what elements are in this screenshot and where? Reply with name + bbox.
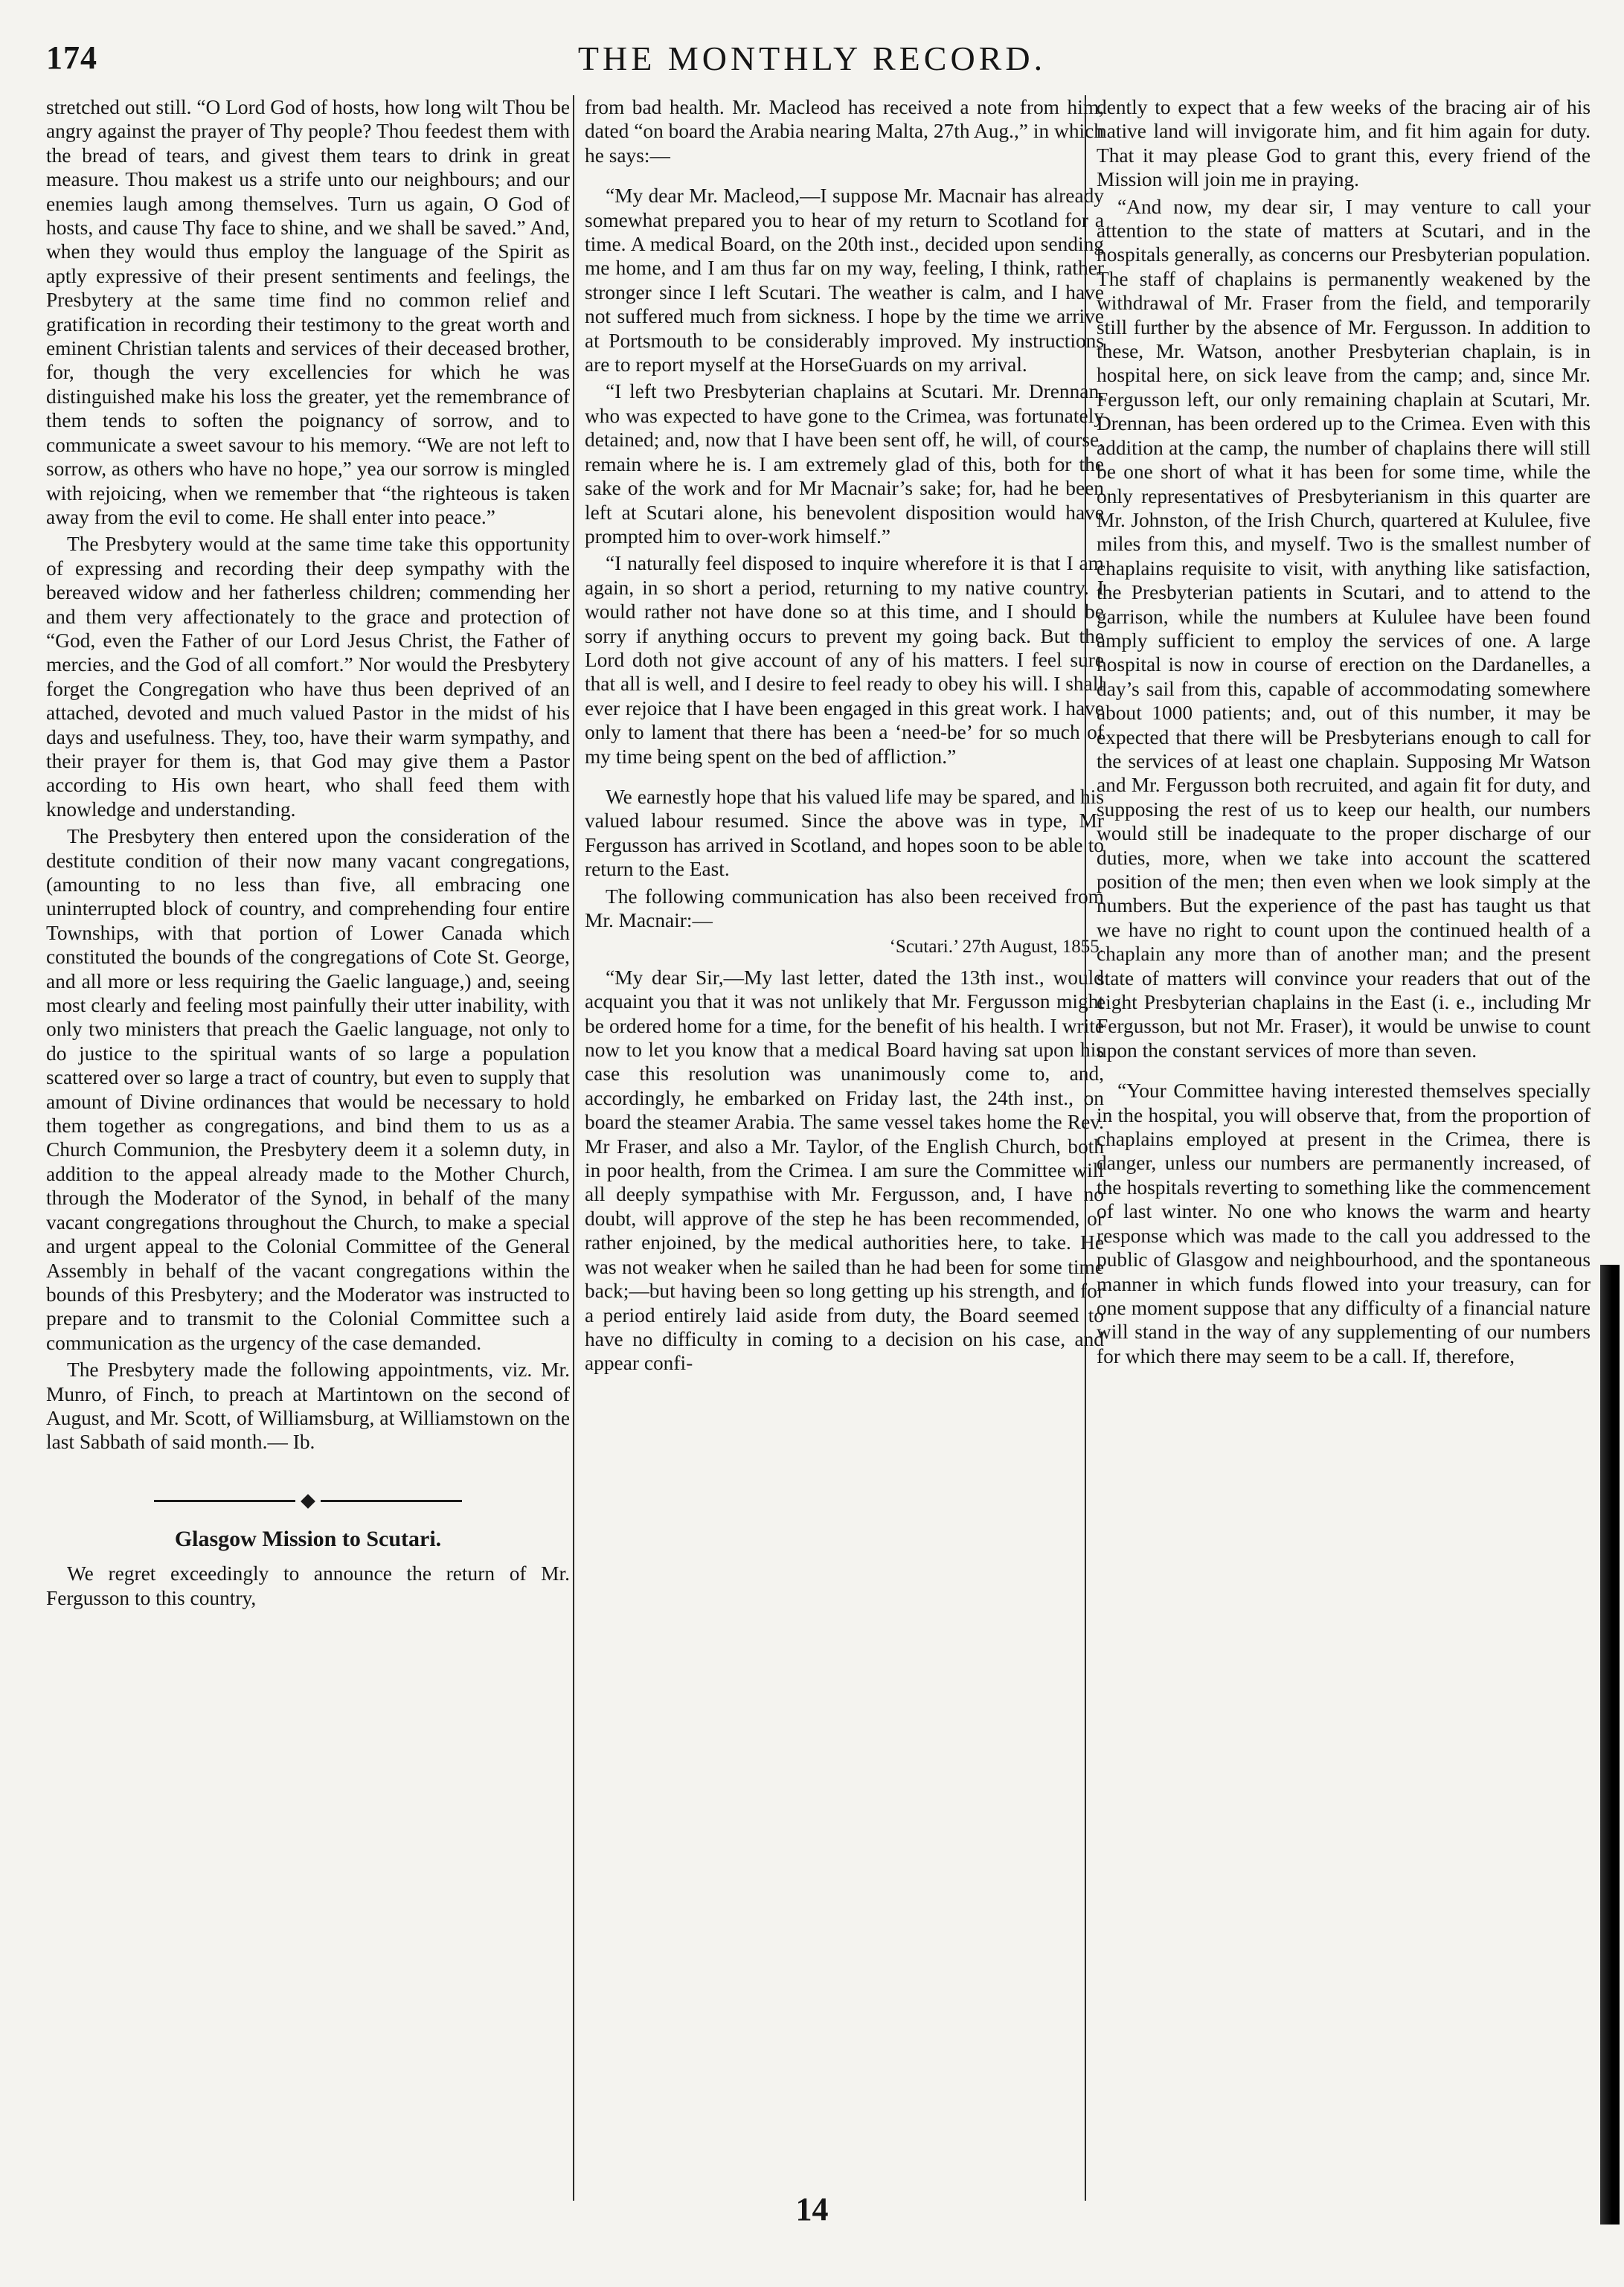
paragraph: The Presbytery then entered upon the consideration of the destitute condition of their now many vacant congregations, (amounting to no less than five, all embracing one uninterrupted block of country, and comprehending four entire Townships, with that portion of Lower Canada which constituted the bounds of the congregations of Cote St. George, and all more or less requiring the Gaelic language,) and, seeing most clearly and feeling most painfully their utter inability, with only two ministers that preach the Gaelic language, not only to do justice to the spiritual wants of so large a population scattered over so large a tract of country, but even to supply that amount of Divine ordinances that would be necessary to hold them together as congregations, and bind them to us as a Church Communion, the Presbytery deem it a solemn duty, in addition to the appeal already made to the Mother Church, through the Moderator of the Synod, in behalf of the many vacant congregations throughout the Church, to make a special and urgent appeal to the Colonial Committee of the General Assembly in behalf of the vacant congregations within the bounds of this Presbytery; and the Moderator was instructed to prepare and to transmit to the Colonial Committee such a communication as the urgency of the case demanded. [46, 825, 570, 1354]
ornament-diamond [301, 1494, 315, 1509]
letter-paragraph: “My dear Sir,—My last letter, dated the 13th inst., would acquaint you that it was not unlikely that Mr. Fergusson might be ordered home for a time, for the benefit of his health. I write now to let you know that a medical Board having sat upon his case this resolution was unanimously come to, and, accordingly, he embarked on Friday last, the 24th inst., on board the steamer Arabia. The same vessel takes home the Rev. Mr Fraser, and also a Mr. Taylor, of the English Church, both in poor health, from the Crimea. I am sure the Committee will all deeply sympathise with Mr. Fergusson, and, I have no doubt, will approve of the step he has been recommended, or rather enjoined, by the medical authorities here, to take. He was not weaker when he sailed than he had been for some time back;—but having been so long getting up his strength, and for a period entirely laid aside from duty, the Board seemed to have no difficulty in coming to a decision on his case, and appear confi- [585, 966, 1104, 1375]
paragraph: The Presbytery made the following appointments, viz. Mr. Munro, of Finch, to preach at Martintown on the second of August, and Mr. Scott, of Williamsburg, at Williamstown on the last Sabbath of said month.— Ib. [46, 1359, 570, 1454]
ornamental-rule [46, 1495, 570, 1508]
column-3 [1097, 95, 1591, 2201]
letter-paragraph: “I left two Presbyterian chaplains at Scutari. Mr. Drennan, who was expected to have gone to the Crimea, was fortunately detained; and, now that I have been sent off, he will, of course, remain where he is. I am extremely glad of this, both for the sake of the work and for Mr Macnair’s sake; for, had he been left at Scutari alone, his benevolent disposition would have prompted him to over-work himself.” [585, 380, 1104, 548]
letter-paragraph: “Your Committee having interested themselves specially in the hospital, you will observe that, from the proportion of chaplains employed at present in the Crimea, there is danger, unless our numbers are permanently increased, of the hospitals reverting to something like the commencement of last winter. No one who knows the warm and hearty response which was made to the call you addressed to the public of Glasgow and neighbourhood, and the spontaneous manner in which funds flowed into your treasury, can for one moment suppose that any difficulty of a financial nature will stand in the way of any supplementing of our numbers for which there may seem to be a call. If, therefore, [1097, 1080, 1591, 1367]
ornament-line [154, 1500, 295, 1502]
text-columns [33, 95, 1595, 2201]
page-number: 174 [46, 39, 97, 76]
dateline: ‘Scutari.’ 27th August, 1855. [889, 937, 1104, 958]
letter-paragraph: “My dear Mr. Macleod,—I suppose Mr. Macnair has already somewhat prepared you to hear of my return to Scotland for a time. A medical Board, on the 20th inst., decided upon sending me home, and I am thus far on my way, feeling, I think, rather stronger since I left Scutari. The weather is calm, and I have not suffered much from sickness. I hope by the time we arrive at Portsmouth to be considerably improved. My instructions are to report myself at the HorseGuards on my arrival. [585, 185, 1104, 376]
ornament-line [321, 1500, 462, 1502]
paragraph: from bad health. Mr. Macleod has received a note from him, dated “on board the Arabia nearing Malta, 27th Aug.,” in which he says:— [585, 96, 1104, 167]
signature-mark: 14 [795, 2191, 829, 2227]
letter-paragraph: “I naturally feel disposed to inquire wherefore it is that I am again, in so short a period, returning to my native country. I would rather not have done so at this time, and I should be sorry if anything occurs to prevent my going back. But the Lord doth not give account of any of his matters. I feel sure that all is well, and I desire to feel ready to obey his will. I shall ever rejoice that I have been engaged in this great work. I have only to lament that there has been a ‘need-be’ for so much of my time being spent on the bed of affliction.” [585, 552, 1104, 768]
paragraph: dently to expect that a few weeks of the bracing air of his native land will invigorate him, and fit him again for duty. That it may please God to grant this, every friend of the Mission will join me in praying. [1097, 96, 1591, 191]
running-title: THE MONTHLY RECORD. [577, 39, 1047, 77]
paragraph: The following communication has also been received from Mr. Macnair:— [585, 885, 1104, 931]
section-heading: Glasgow Mission to Scutari. [174, 1526, 442, 1551]
paragraph: stretched out still. “O Lord God of hosts, how long wilt Thou be angry against the prayer of Thy people? Thou feedest them with the bread of tears, and givest them tears to drink in great measure. Thou makest us a strife unto our neighbours; and our enemies laugh among themselves. Turn us again, O God of hosts, and cause Thy face to shine, and we shall be saved.” And, when they would thus employ the language of the Spirit as aptly expressive of their present sentiments and feelings, the Presbytery at the same time find no common relief and gratification in recording their testimony to the great worth and eminent Christian talents and services of their deceased brother, for, though the very excellencies for which he was distinguished make his loss the greater, yet the remembrance of them tends to soften the poignancy of sorrow, and to communicate a sweet savour to his memory. “We are not left to sorrow, as others who have no hope,” yea our sorrow is mingled with rejoicing, when we remember that “the righteous is taken away from the evil to come. He shall enter into peace.” [46, 96, 570, 528]
paragraph: We regret exceedingly to announce the return of Mr. Fergusson to this country, [46, 1562, 570, 1609]
letter-paragraph: “And now, my dear sir, I may venture to call your attention to the state of matters at Scutari, and in the hospitals generally, as concerns our Presbyterian population. The staff of chaplains is permanently weakened by the withdrawal of Mr. Fraser from the field, and temporarily still further by the absence of Mr. Fergusson. In addition to these, Mr. Watson, another Presbyterian chaplain, is in hospital here, on sick leave from the camp; and, since Mr. Fergusson left, our only remaining chaplain at Scutari, Mr. Drennan, has been ordered up to the Crimea. Even with this addition at the camp, the number of chaplains there will still be one short of what it has been for some time, while the only representatives of Presbyterianism in this quarter are Mr. Johnston, of the Irish Church, quartered at Kululee, five miles from this, and myself. Two is the smallest number of chaplains requisite to visit, with anything like satisfaction, the Presbyterian patients in Scutari, and to attend to the garrison, while the numbers at Kululee have been found amply sufficient to employ the services of one. A large hospital is now in course of erection on the Dardanelles, a day’s sail from this, capable of accommodating somewhere about 1000 patients; and, out of this number, it may be expected that there will be Presbyterians enough to call for the services of at least one chaplain. Supposing Mr Watson and Mr. Fergusson both recruited, and again fit for duty, and supposing the rest of us to keep our health, our numbers would still be inadequate to the proper discharge of our duties, more, when we take into account the scattered position of the men; then even when we look simply at the numbers. But the experience of the past has taught us that we have no right to count upon the continued health of a chaplain any more than of another man; and the present state of matters will convince your readers that out of the eight Presbyterian chaplains in the East (i. e., including Mr Fergusson, but not Mr. Fraser), it would be unwise to count upon the constant services of more than seven. [1097, 195, 1591, 1062]
scan-edge-shadow [1600, 1265, 1620, 2225]
paragraph: The Presbytery would at the same time take this opportunity of expressing and recording their deep sympathy with the bereaved widow and her fatherless children; commending her and them very affectionately to the grace and protection of “God, even the Father of our Lord Jesus Christ, the Father of mercies, and the God of all comfort.” Nor would the Presbytery forget the Congregation who have thus been deprived of an attached, devoted and much valued Pastor in the midst of his days and usefulness. They, too, have their warm sympathy, and their prayer for them is, that God may give them a Pastor according to His own heart, who shall feed them with knowledge and understanding. [46, 533, 570, 821]
column-1 [46, 95, 570, 2201]
column-2 [585, 95, 1104, 2201]
paragraph: We earnestly hope that his valued life may be spared, and his valued labour resumed. Since the above was in type, Mr Fergusson has arrived in Scotland, and hopes soon to be able to return to the East. [585, 785, 1104, 881]
